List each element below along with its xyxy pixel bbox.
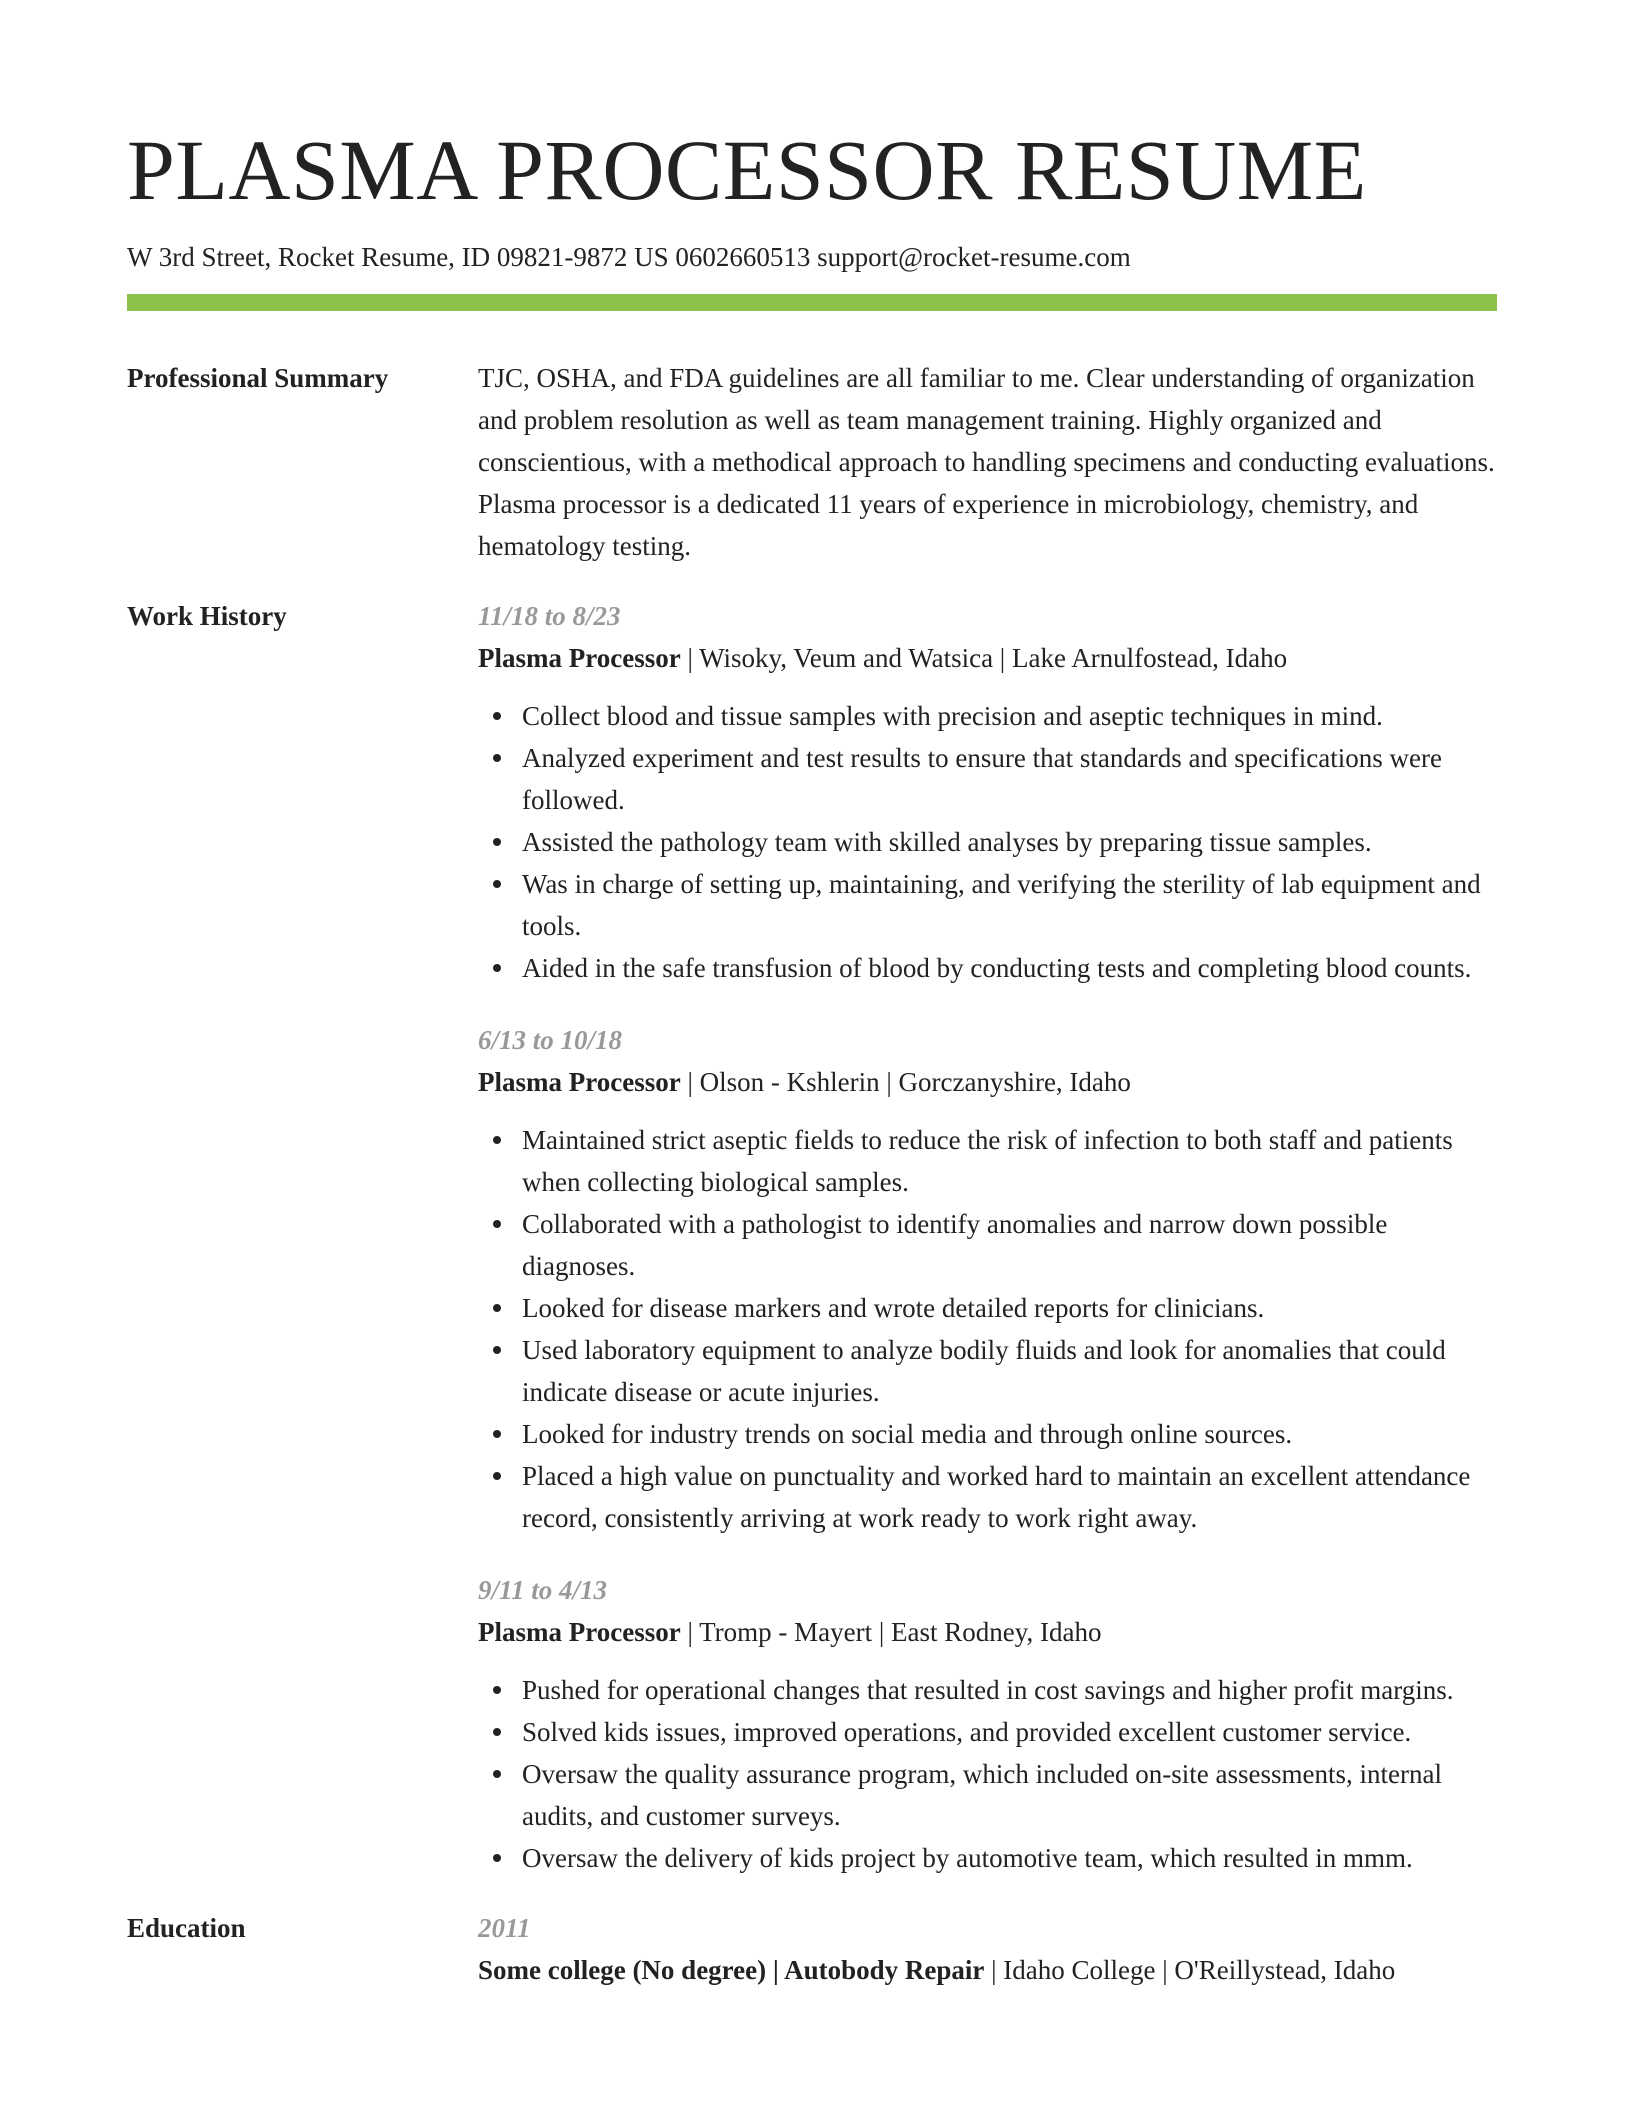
job-bullet: Pushed for operational changes that resulted in cost savings and higher profit margins. [478,1669,1497,1711]
job-role: Plasma Processor [478,1067,681,1097]
job-bullet: Looked for disease markers and wrote detailed reports for clinicians. [478,1287,1497,1329]
job-dates: 6/13 to 10/18 [478,1025,623,1055]
contact-line: W 3rd Street, Rocket Resume, ID 09821-9872 US 0602660513 support@rocket-resume.com [127,242,1131,272]
job-entry [478,595,1497,989]
resume-title: PLASMA PROCESSOR RESUME [127,122,1367,218]
job-bullet: Analyzed experiment and test results to ensure that standards and specifications were followed. [478,737,1497,821]
accent-divider [127,294,1497,311]
job-bullet: Solved kids issues, improved operations, and provided excellent customer service. [478,1711,1497,1753]
job-role: Plasma Processor [478,1617,681,1647]
resume-page [127,120,1497,1991]
summary-text: TJC, OSHA, and FDA guidelines are all familiar to me. Clear understanding of organization and problem resolution as well as team management training. Highly organized and conscientious, with a methodical approach to handling specimens and conducting evaluations. Plasma processor is a dedicated 11 years of experience in microbiology, chemistry, and hematology testing. [478,363,1495,561]
section-label-education: Education [127,1913,246,1943]
job-bullet: Used laboratory equipment to analyze bodily fluids and look for anomalies that could indicate disease or acute injuries. [478,1329,1497,1413]
job-role: Plasma Processor [478,643,681,673]
job-bullet: Maintained strict aseptic fields to reduce the risk of infection to both staff and patients when collecting biological samples. [478,1119,1497,1203]
job-entry [478,1569,1497,1879]
job-bullet: Collaborated with a pathologist to identify anomalies and narrow down possible diagnoses. [478,1203,1497,1287]
job-bullet: Looked for industry trends on social media and through online sources. [478,1413,1497,1455]
section-label-work: Work History [127,601,287,631]
job-employer: | Wisoky, Veum and Watsica | Lake Arnulfostead, Idaho [680,643,1288,673]
job-title-line [478,1611,1497,1653]
job-bullets [478,1669,1497,1879]
work-history-section [127,595,1497,1879]
job-dates: 11/18 to 8/23 [478,601,621,631]
job-bullet: Aided in the safe transfusion of blood by conducting tests and completing blood counts. [478,947,1497,989]
job-bullet: Oversaw the quality assurance program, which included on-site assessments, internal audits, and customer surveys. [478,1753,1497,1837]
education-school: | Idaho College | O'Reillystead, Idaho [984,1955,1396,1985]
job-dates: 9/11 to 4/13 [478,1575,608,1605]
job-bullets [478,1119,1497,1539]
job-employer: | Tromp - Mayert | East Rodney, Idaho [680,1617,1102,1647]
job-bullet: Placed a high value on punctuality and worked hard to maintain an excellent attendance record, consistently arriving at work ready to work right away. [478,1455,1497,1539]
education-dates: 2011 [478,1913,531,1943]
professional-summary-section [127,357,1497,567]
job-employer: | Olson - Kshlerin | Gorczanyshire, Idaho [680,1067,1131,1097]
education-section [127,1907,1497,1991]
job-title-line [478,637,1497,679]
job-bullet: Was in charge of setting up, maintaining, and verifying the sterility of lab equipment and tools. [478,863,1497,947]
job-bullet: Oversaw the delivery of kids project by automotive team, which resulted in mmm. [478,1837,1497,1879]
section-label-summary: Professional Summary [127,363,389,393]
education-line [478,1949,1497,1991]
job-bullet: Collect blood and tissue samples with precision and aseptic techniques in mind. [478,695,1497,737]
education-degree: Some college (No degree) | Autobody Repair [478,1955,985,1985]
job-title-line [478,1061,1497,1103]
job-bullets [478,695,1497,989]
job-bullet: Assisted the pathology team with skilled analyses by preparing tissue samples. [478,821,1497,863]
job-entry [478,1019,1497,1539]
